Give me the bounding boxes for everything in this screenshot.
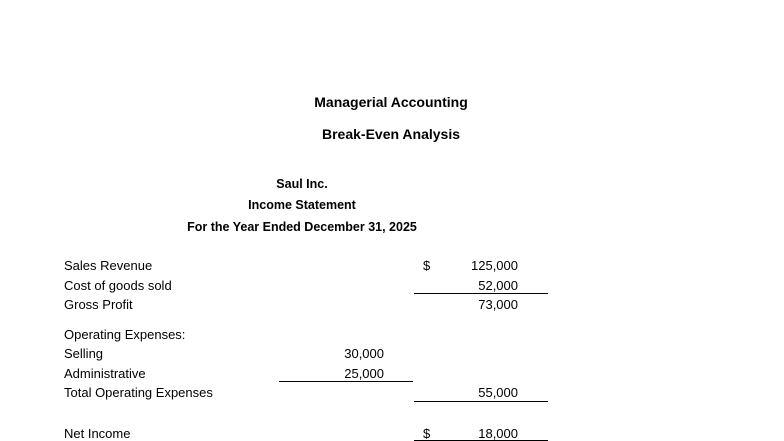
administrative-label: Administrative [64,366,146,381]
operating-expenses-header: Operating Expenses: [64,327,186,342]
cogs-underline [414,293,548,294]
administrative-underline [279,381,413,382]
net-income-value: 18,000 [478,426,518,441]
total-operating-expenses-underline [414,401,548,402]
total-operating-expenses-label: Total Operating Expenses [64,385,213,400]
sales-revenue-currency: $ [423,258,431,273]
document-title: Managerial Accounting [314,94,468,110]
net-income-currency: $ [423,426,431,441]
net-income-label: Net Income [64,426,131,441]
statement-period: For the Year Ended December 31, 2025 [187,220,417,234]
sales-revenue-label: Sales Revenue [64,258,153,273]
document-subtitle: Break-Even Analysis [322,126,460,142]
gross-profit-label: Gross Profit [64,297,133,312]
company-name: Saul Inc. [276,177,328,191]
administrative-value: 25,000 [344,366,384,381]
cogs-value: 52,000 [478,278,518,293]
selling-value: 30,000 [344,346,384,361]
selling-label: Selling [64,346,104,361]
total-operating-expenses-value: 55,000 [478,385,518,400]
cogs-label: Cost of goods sold [64,278,172,293]
statement-name: Income Statement [248,198,356,212]
sales-revenue-value: 125,000 [471,258,518,273]
gross-profit-value: 73,000 [478,297,518,312]
